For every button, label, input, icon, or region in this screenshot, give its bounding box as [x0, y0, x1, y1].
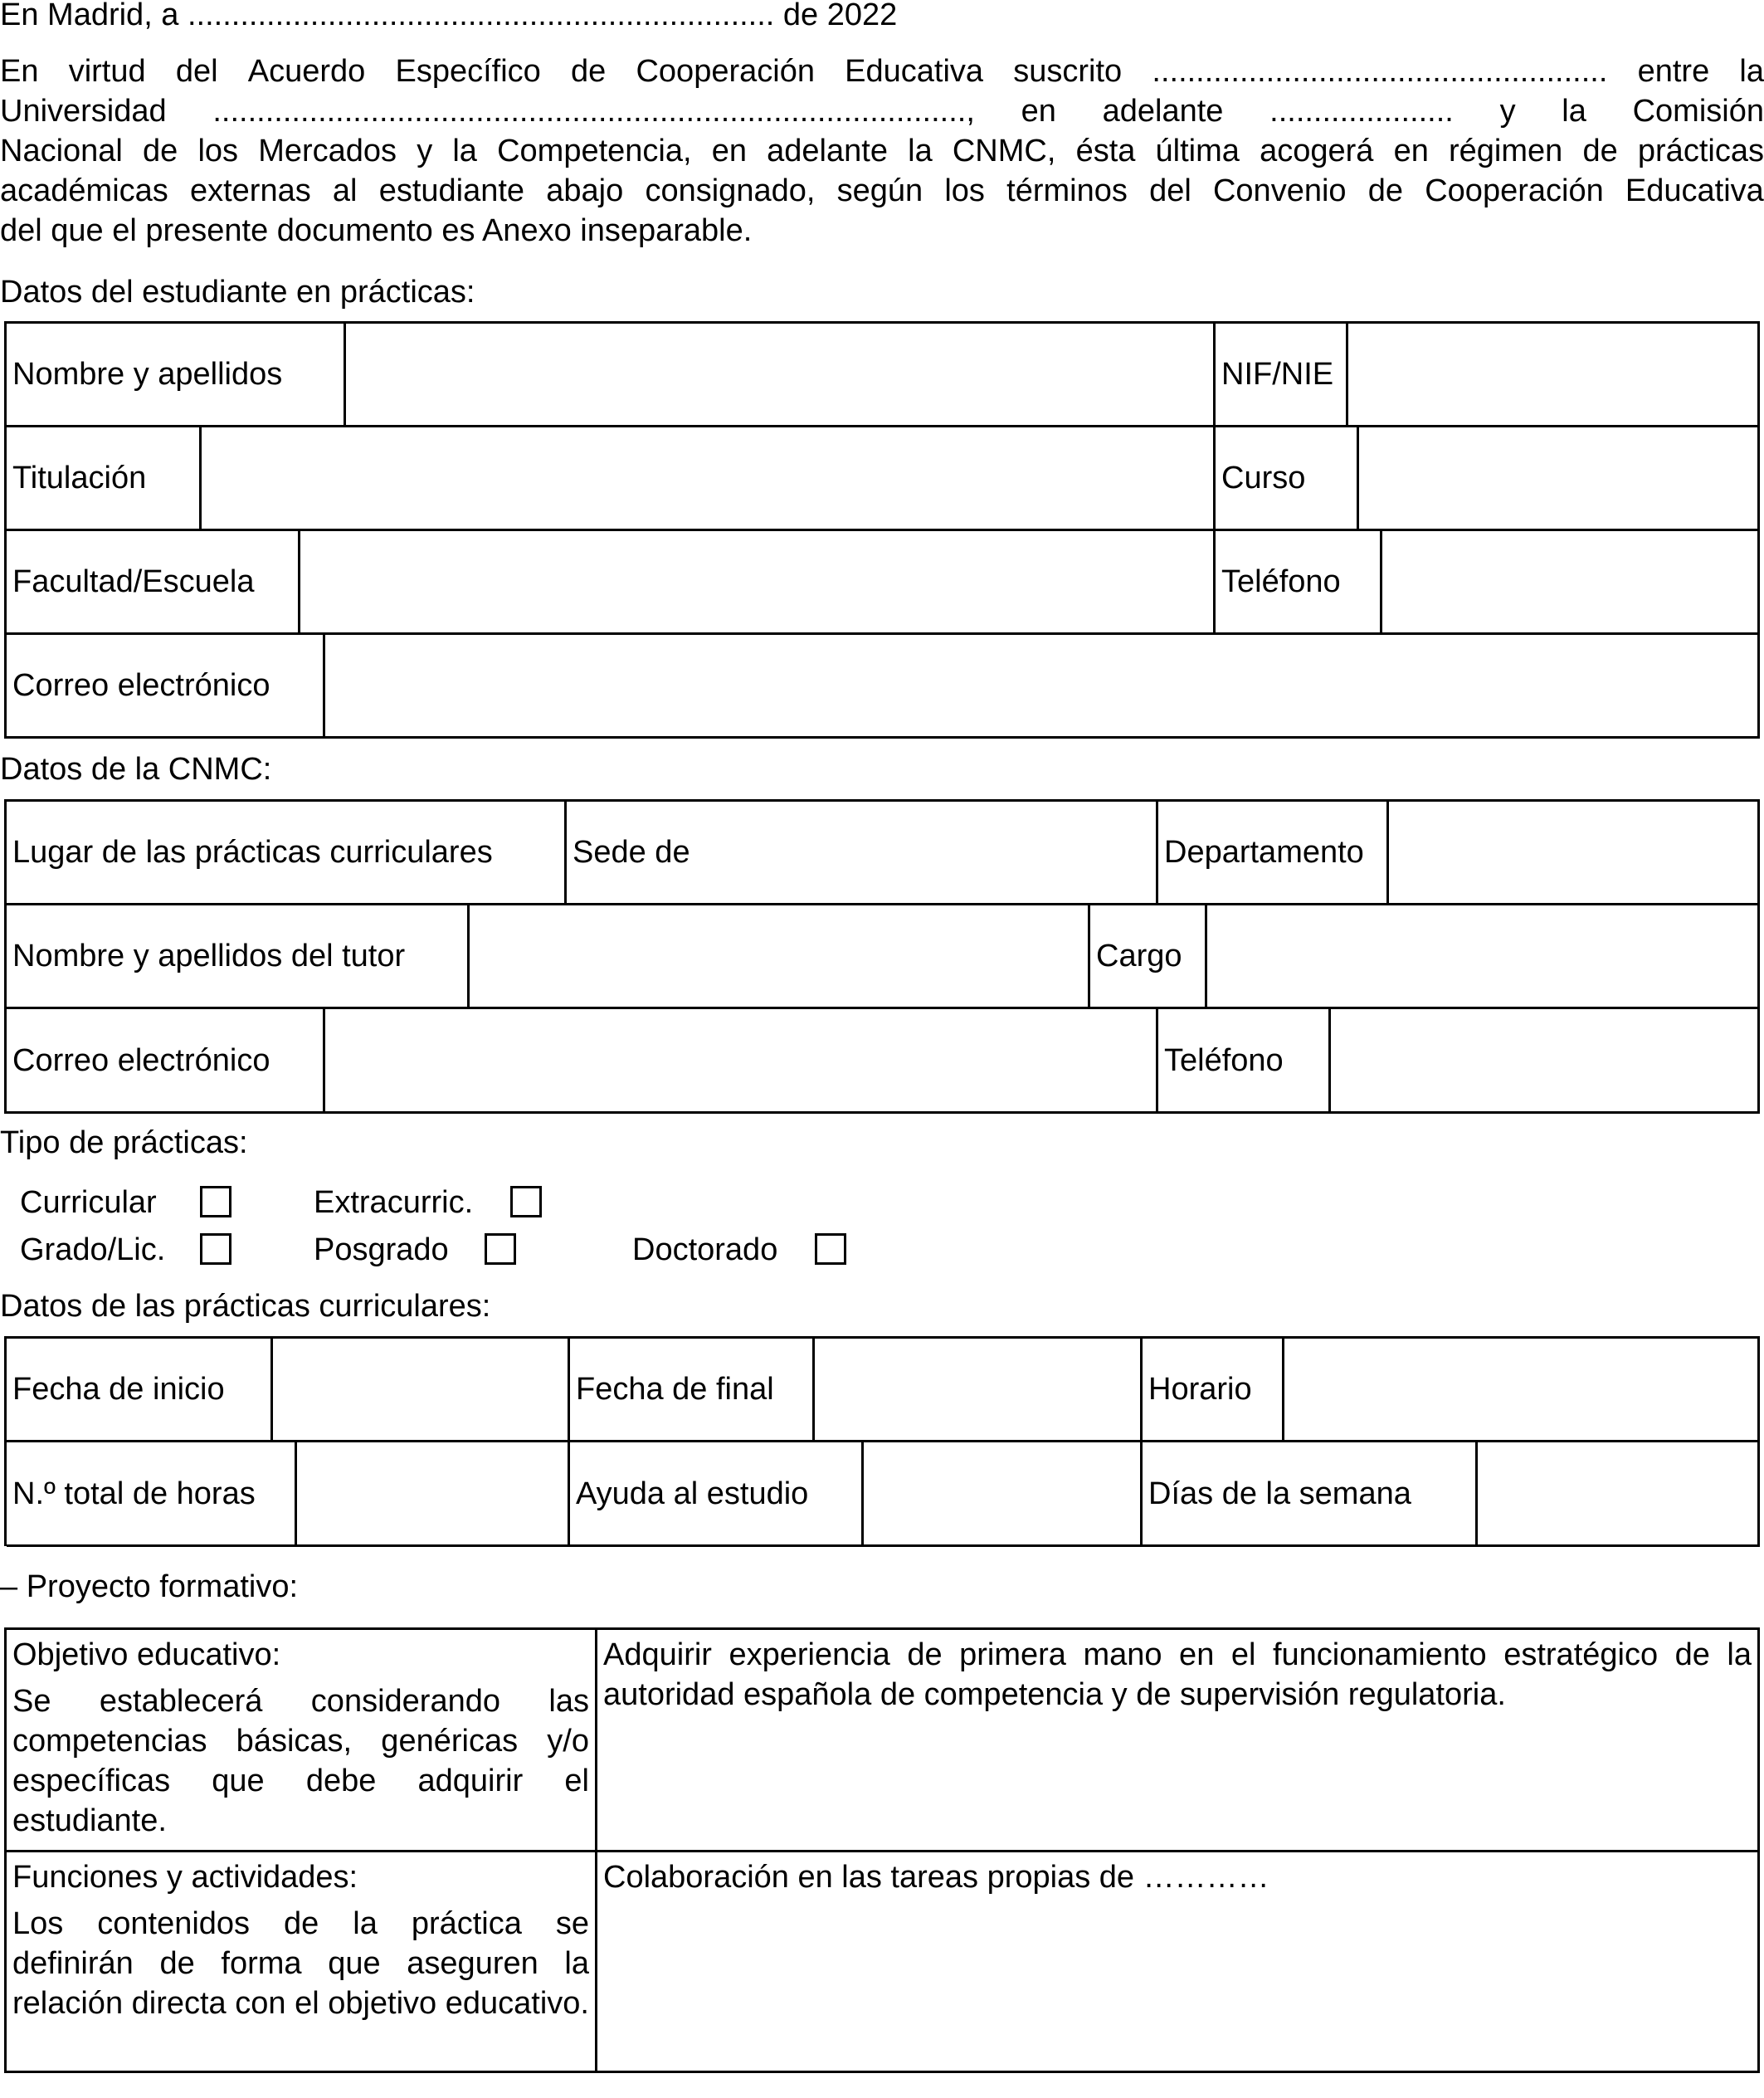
objective-value: Adquirir experiencia de primera mano en el funcionamiento estratégico de la autoridad española de competencia y de supervisión regulatoria.	[603, 1637, 1752, 1712]
intro-word: Nacional	[0, 134, 123, 168]
intro-word: ésta	[1075, 134, 1136, 168]
start-field[interactable]	[273, 1339, 570, 1442]
curricular-label: Curricular	[20, 1185, 157, 1220]
objective-description: Se establecerá considerando las competencias básicas, genéricas y/o específicas que debe adquirir el estudiante.	[12, 1684, 589, 1838]
tutor-field[interactable]	[470, 905, 1090, 1009]
email-label: Correo electrónico	[7, 635, 325, 739]
intro-word: al	[332, 173, 358, 208]
intro-word: del	[1149, 173, 1191, 208]
intro-word: En	[0, 54, 39, 89]
intro-word: de	[1582, 134, 1618, 168]
cnmc-row-tutor	[7, 905, 1760, 1009]
hours-label: N.º total de horas	[7, 1442, 297, 1547]
intro-line-4	[0, 171, 1764, 211]
phone-label: Teléfono	[1216, 531, 1382, 635]
student-heading: Datos del estudiante en prácticas:	[0, 275, 475, 310]
phone-field[interactable]	[1382, 531, 1760, 635]
intro-word: Cooperación	[636, 54, 815, 89]
details-row-hours	[7, 1442, 1760, 1547]
intro-word: Específico	[395, 54, 541, 89]
seat-cell[interactable]: Sede de	[567, 802, 1158, 905]
intro-word: externas	[189, 173, 311, 208]
intro-word: ......................................................................................,	[212, 94, 975, 129]
intro-line-3	[0, 131, 1764, 171]
intro-word: del	[175, 54, 218, 89]
aid-field[interactable]	[864, 1442, 1143, 1547]
intro-line-2	[0, 91, 1764, 131]
degree-label: Titulación	[7, 427, 202, 531]
intro-word: Mercados	[258, 134, 397, 168]
intro-word: Comisión	[1632, 94, 1764, 129]
intro-word: CNMC,	[952, 134, 1056, 168]
days-label: Días de la semana	[1143, 1442, 1478, 1547]
extracurricular-label: Extracurric.	[314, 1185, 474, 1220]
days-field[interactable]	[1478, 1442, 1760, 1547]
functions-cell	[7, 1852, 597, 2073]
schedule-label: Horario	[1143, 1339, 1284, 1442]
position-field[interactable]	[1207, 905, 1760, 1009]
intro-word: Educativa	[845, 54, 984, 89]
intro-word: y	[417, 134, 433, 168]
cnmc-row-place	[7, 802, 1760, 905]
intro-word: estudiante	[378, 173, 525, 208]
intro-word: Convenio	[1212, 173, 1347, 208]
schedule-field[interactable]	[1284, 1339, 1760, 1442]
nif-label: NIF/NIE	[1216, 324, 1348, 427]
objective-title: Objetivo educativo:	[12, 1637, 281, 1672]
postgrad-checkbox[interactable]	[485, 1233, 516, 1265]
faculty-field[interactable]	[300, 531, 1216, 635]
tutor-phone-label: Teléfono	[1158, 1009, 1331, 1114]
tutor-email-label: Correo electrónico	[7, 1009, 325, 1114]
intro-word: Competencia,	[497, 134, 692, 168]
intro-word: académicas	[0, 173, 168, 208]
degree-type-label: Grado/Lic.	[20, 1232, 166, 1267]
intro-word: la	[908, 134, 933, 168]
functions-value-cell[interactable]	[597, 1852, 1760, 2073]
intro-word: la	[452, 134, 477, 168]
intro-word: en	[1393, 134, 1429, 168]
intro-word: en	[1021, 94, 1056, 129]
name-label: Nombre y apellidos	[7, 324, 346, 427]
functions-title: Funciones y actividades:	[12, 1860, 358, 1895]
extracurricular-checkbox[interactable]	[510, 1186, 542, 1217]
student-table	[4, 321, 1760, 739]
student-row-faculty	[7, 531, 1760, 635]
intro-line-1	[0, 51, 1764, 91]
objective-value-cell[interactable]	[597, 1630, 1760, 1852]
course-label: Curso	[1216, 427, 1359, 531]
intro-word: abajo	[546, 173, 624, 208]
intro-word: ....................................................	[1152, 54, 1608, 89]
type-heading: Tipo de prácticas:	[0, 1125, 248, 1160]
degree-field[interactable]	[202, 427, 1216, 531]
student-row-email	[7, 635, 1760, 739]
intro-line-5: del que el presente documento es Anexo inseparable.	[0, 213, 753, 248]
student-row-name	[7, 324, 1760, 427]
intro-word: los	[197, 134, 239, 168]
aid-label: Ayuda al estudio	[570, 1442, 864, 1547]
project-table	[4, 1627, 1760, 2073]
functions-value: Colaboración en las tareas propias de …………	[603, 1860, 1269, 1895]
intro-word: en	[711, 134, 747, 168]
curricular-checkbox[interactable]	[200, 1186, 231, 1217]
intro-word: de	[143, 134, 178, 168]
tutor-label: Nombre y apellidos del tutor	[7, 905, 470, 1009]
email-field[interactable]	[325, 635, 1760, 739]
position-label: Cargo	[1090, 905, 1207, 1009]
intro-word: régimen	[1449, 134, 1563, 168]
intro-word: acogerá	[1260, 134, 1374, 168]
intro-word: Educativa	[1625, 173, 1764, 208]
intro-word: prácticas	[1637, 134, 1764, 168]
project-heading: – Proyecto formativo:	[0, 1569, 299, 1604]
department-field[interactable]	[1389, 802, 1760, 905]
intro-word: entre	[1637, 54, 1710, 89]
department-label: Departamento	[1158, 802, 1389, 905]
intro-word: de	[571, 54, 607, 89]
intro-word: y	[1499, 94, 1516, 129]
intro-word: la	[1562, 94, 1586, 129]
intro-word: Acuerdo	[247, 54, 366, 89]
hours-field[interactable]	[297, 1442, 570, 1547]
intro-word: adelante	[1102, 94, 1224, 129]
tutor-email-field[interactable]	[325, 1009, 1158, 1114]
postgrad-label: Posgrado	[314, 1232, 449, 1267]
cnmc-heading: Datos de la CNMC:	[0, 752, 272, 787]
course-field[interactable]	[1359, 427, 1760, 531]
doctorate-checkbox[interactable]	[815, 1233, 846, 1265]
intro-word: según	[836, 173, 923, 208]
intro-word: los	[944, 173, 985, 208]
student-row-degree	[7, 427, 1760, 531]
intro-word: suscrito	[1013, 54, 1123, 89]
nif-field[interactable]	[1348, 324, 1760, 427]
intro-word: .....................	[1269, 94, 1454, 129]
objective-cell	[7, 1630, 597, 1852]
details-row-dates	[7, 1339, 1760, 1442]
intro-word: Cooperación	[1425, 173, 1604, 208]
tutor-phone-field[interactable]	[1331, 1009, 1760, 1114]
end-field[interactable]	[815, 1339, 1143, 1442]
intro-word: adelante	[767, 134, 888, 168]
intro-word: última	[1155, 134, 1240, 168]
end-label: Fecha de final	[570, 1339, 815, 1442]
cnmc-table	[4, 799, 1760, 1114]
functions-description: Los contenidos de la práctica se definirán de forma que aseguren la relación directa con el objetivo educativo.	[12, 1906, 589, 2021]
details-table	[4, 1336, 1760, 1546]
intro-word: la	[1739, 54, 1764, 89]
faculty-label: Facultad/Escuela	[7, 531, 300, 635]
cnmc-row-contact	[7, 1009, 1760, 1114]
intro-word: términos	[1006, 173, 1128, 208]
intro-word: de	[1367, 173, 1404, 208]
intro-word: virtud	[68, 54, 146, 89]
intro-word: Universidad	[0, 94, 167, 129]
degree-type-checkbox[interactable]	[200, 1233, 231, 1265]
place-date-line: En Madrid, a ................................................................... de 2022	[0, 0, 898, 32]
doctorate-label: Doctorado	[632, 1232, 778, 1267]
intro-word: consignado,	[645, 173, 816, 208]
name-field[interactable]	[346, 324, 1216, 427]
start-label: Fecha de inicio	[7, 1339, 273, 1442]
place-label: Lugar de las prácticas curriculares	[7, 802, 567, 905]
details-heading: Datos de las prácticas curriculares:	[0, 1289, 491, 1324]
